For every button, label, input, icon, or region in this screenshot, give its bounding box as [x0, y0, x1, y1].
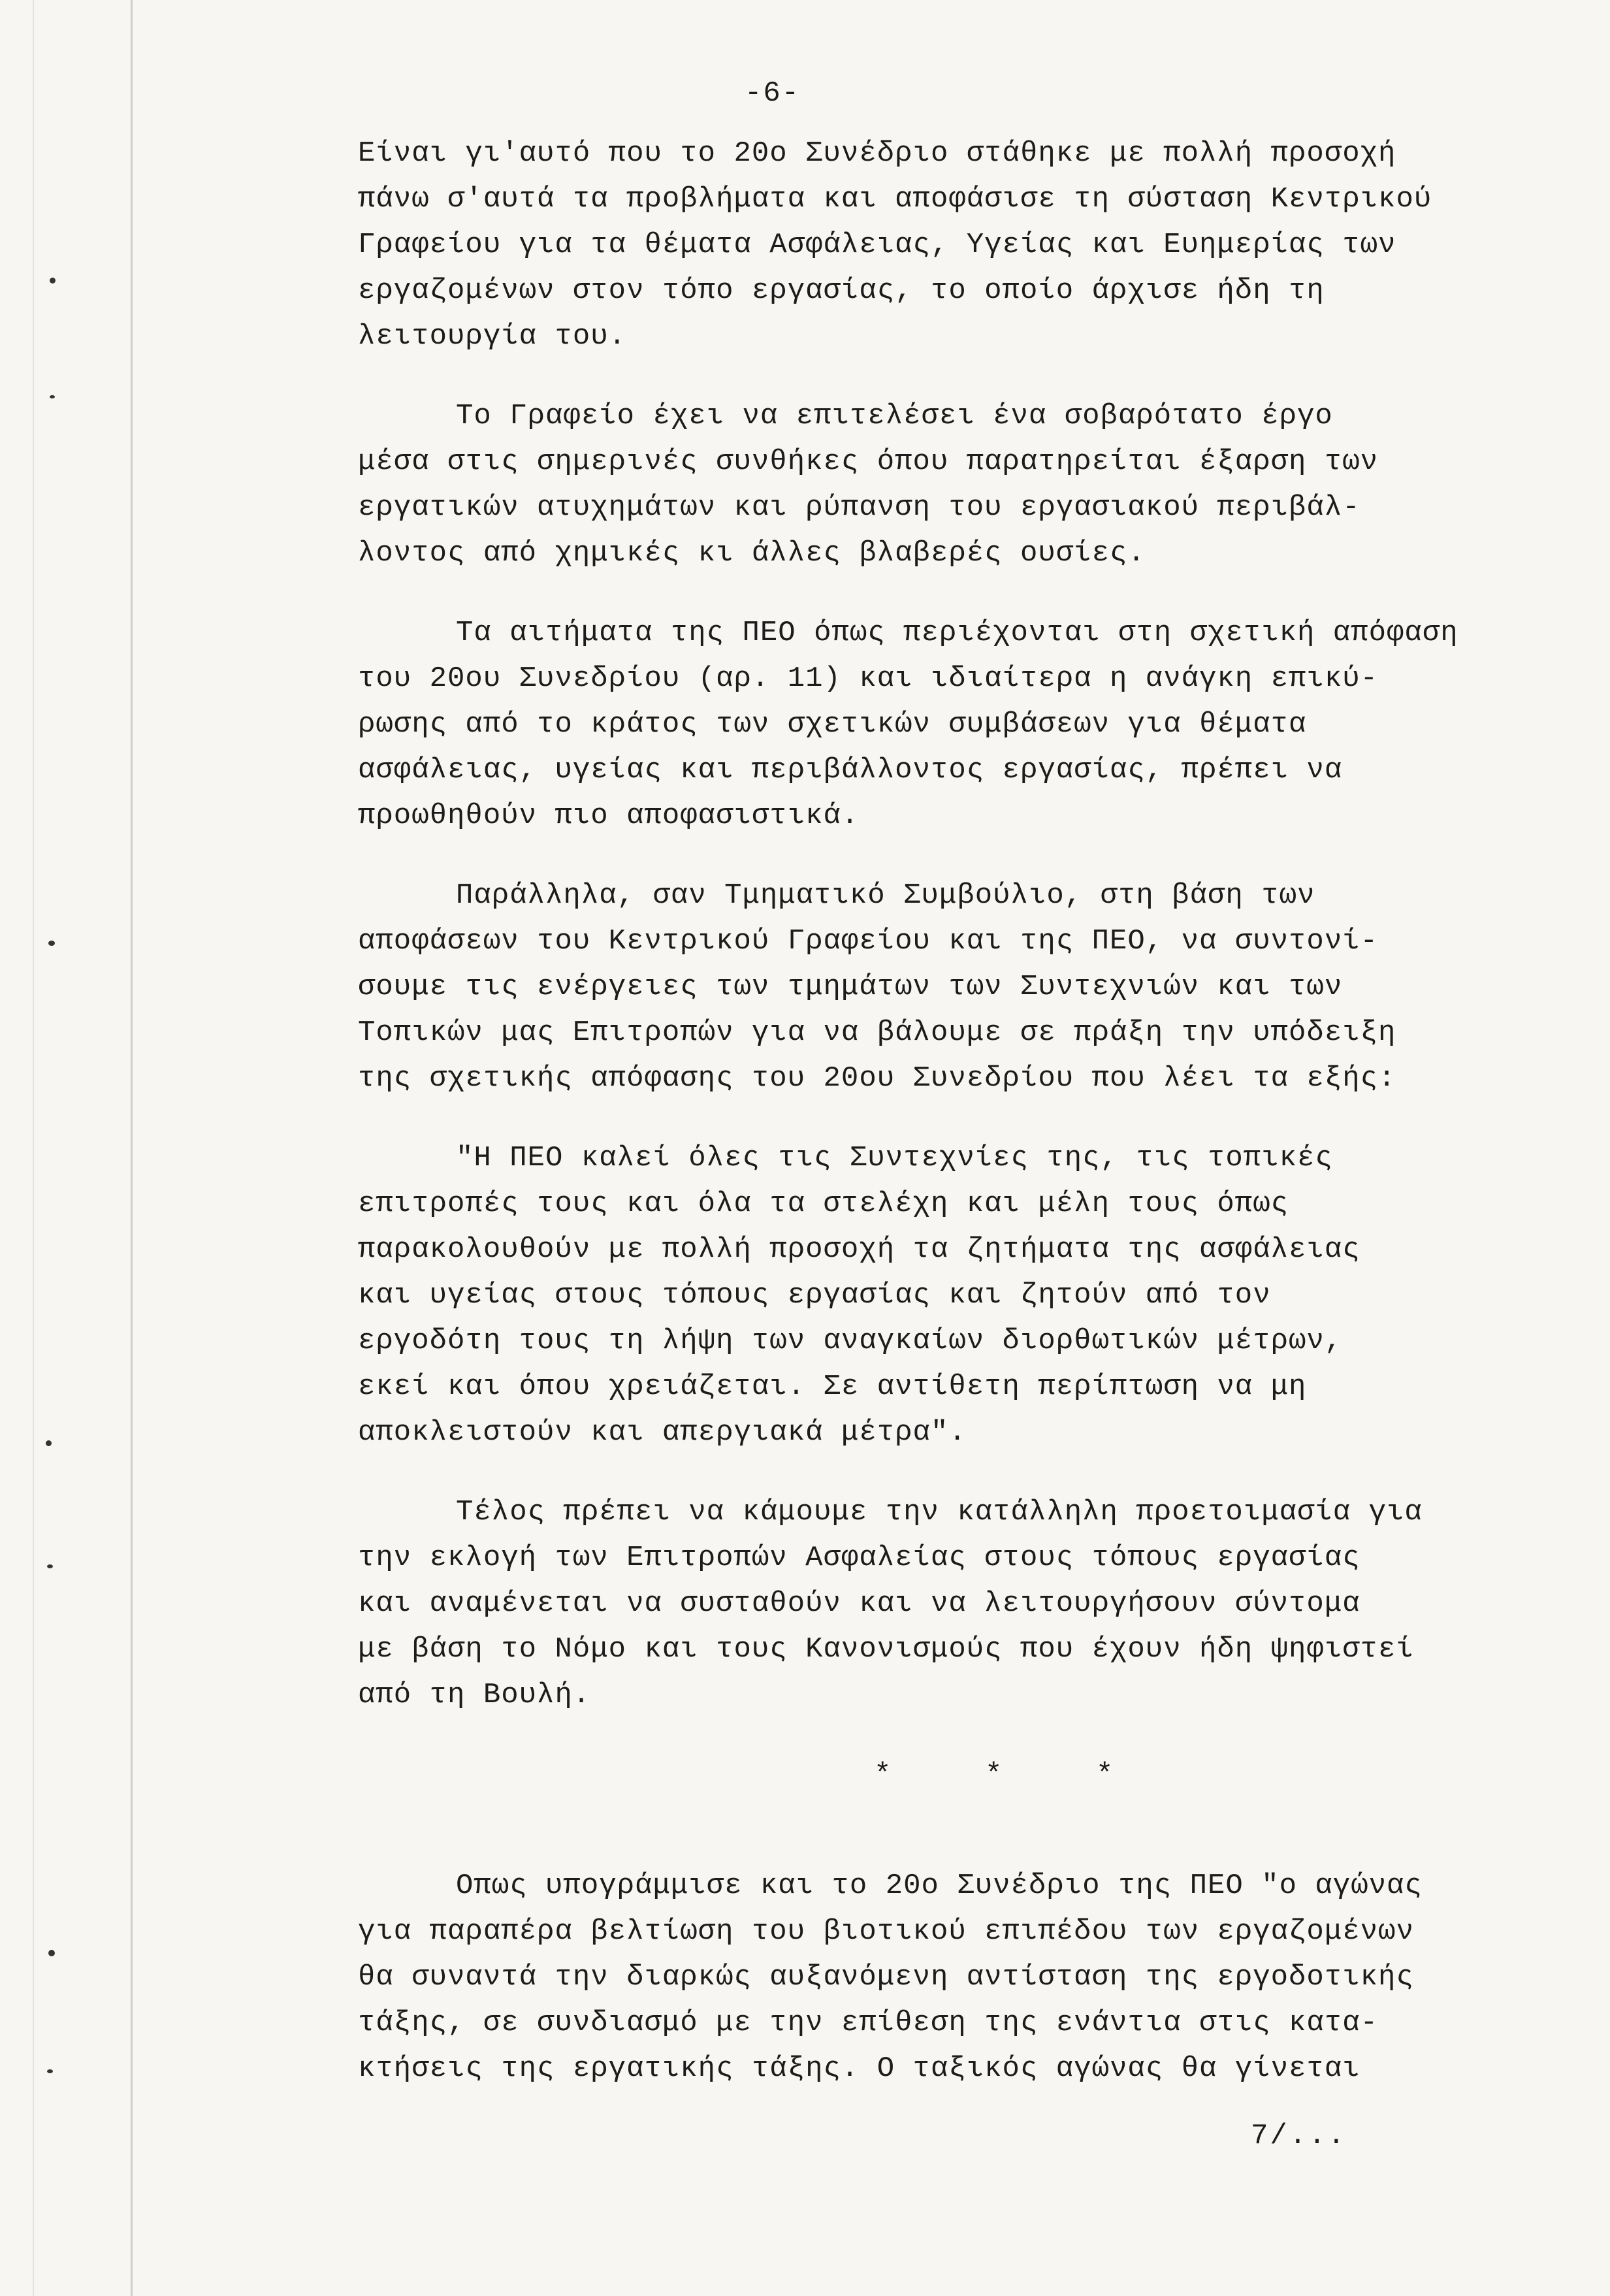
section-separator	[358, 1752, 1566, 1798]
asterisk: *	[985, 1758, 1003, 1791]
punch-mark	[48, 1950, 55, 1956]
text-line: Τοπικών μας Επιτροπών για να βάλουμε σε πράξη την υπόδειξη	[358, 1016, 1396, 1049]
text-line: για παραπέρα βελτίωση του βιοτικού επιπέδου των εργαζομένων	[358, 1915, 1414, 1948]
text-line: ασφάλειας, υγείας και περιβάλλοντος εργασίας, πρέπει να	[358, 754, 1343, 786]
text-line: θα συναντά την διαρκώς αυξανόμενη αντίσταση της εργοδοτικής	[358, 1961, 1414, 1994]
text-line: προωθηθούν πιο αποφασιστικά.	[358, 800, 860, 832]
text-line: εργαζομένων στον τόπο εργασίας, το οποίο άρχισε ήδη τη	[358, 274, 1325, 307]
text-line: επιτροπές τους και όλα τα στελέχη και μέλη τους όπως	[358, 1188, 1289, 1220]
punch-mark	[50, 278, 56, 283]
text-line: και υγείας στους τόπους εργασίας και ζητούν από τον	[358, 1279, 1271, 1312]
text-line: αποφάσεων του Κεντρικού Γραφείου και της ΠΕΟ, να συντονί-	[358, 925, 1379, 958]
paragraph-6	[358, 1489, 1566, 1718]
text-line: της σχετικής απόφασης του 20ου Συνεδρίου που λέει τα εξής:	[358, 1062, 1396, 1095]
paragraph-2	[358, 393, 1566, 576]
text-line: την εκλογή των Επιτροπών Ασφαλείας στους τόπους εργασίας	[358, 1542, 1360, 1574]
text-line: σουμε τις ενέργειες των τμημάτων των Συντεχνιών και των	[358, 971, 1343, 1003]
binding-shadow	[33, 0, 34, 2296]
punch-mark	[48, 941, 55, 946]
text-line: Οπως υπογράμμισε και το 20ο Συνέδριο της ΠΕΟ "ο αγώνας	[456, 1869, 1423, 1902]
text-line: και αναμένεται να συσταθούν και να λειτουργήσουν σύντομα	[358, 1587, 1360, 1620]
text-line: πάνω σ'αυτά τα προβλήματα και αποφάσισε τη σύσταση Κεντρικού	[358, 183, 1432, 216]
text-line: εκεί και όπου χρειάζεται. Σε αντίθετη περίπτωση να μη	[358, 1370, 1307, 1403]
punch-mark	[46, 1440, 52, 1446]
text-line: "Η ΠΕΟ καλεί όλες τις Συντεχνίες της, τις τοπικές	[456, 1142, 1333, 1174]
page-fold-line	[131, 0, 133, 2296]
text-line: με βάση το Νόμο και τους Κανονισμούς που έχουν ήδη ψηφιστεί	[358, 1633, 1414, 1666]
punch-mark	[47, 1564, 53, 1568]
text-line: τάξης, σε συνδιασμό με την επίθεση της ενάντια στις κατα-	[358, 2007, 1379, 2039]
text-line: Γραφείου για τα θέματα Ασφάλειας, Υγείας και Ευημερίας των	[358, 229, 1396, 261]
text-line: παρακολουθούν με πολλή προσοχή τα ζητήματα της ασφάλειας	[358, 1233, 1360, 1266]
asterisk: *	[874, 1758, 892, 1791]
closing-paragraph	[358, 1863, 1566, 2092]
text-line: μέσα στις σημερινές συνθήκες όπου παρατηρείται έξαρση των	[358, 445, 1379, 478]
text-line: Τα αιτήματα της ΠΕΟ όπως περιέχονται στη σχετική απόφαση	[456, 617, 1458, 649]
page-number: -6-	[745, 77, 801, 110]
text-line: εργατικών ατυχημάτων και ρύπανση του εργασιακού περιβάλ-	[358, 491, 1360, 524]
quoted-resolution	[358, 1135, 1566, 1455]
asterisk: *	[1096, 1758, 1114, 1791]
punch-mark	[47, 2069, 53, 2073]
document-body	[358, 131, 1566, 2126]
text-line: κτήσεις της εργατικής τάξης. Ο ταξικός αγώνας θα γίνεται	[358, 2052, 1360, 2085]
text-line: Το Γραφείο έχει να επιτελέσει ένα σοβαρότατο έργο	[456, 400, 1333, 432]
paragraph-1	[358, 131, 1566, 359]
text-line: από τη Βουλή.	[358, 1679, 591, 1711]
punch-mark	[50, 395, 55, 398]
text-line: του 20ου Συνεδρίου (αρ. 11) και ιδιαίτερα η ανάγκη επικύ-	[358, 662, 1379, 695]
text-line: αποκλειστούν και απεργιακά μέτρα".	[358, 1416, 967, 1449]
text-line: Είναι γι'αυτό που το 20ο Συνέδριο στάθηκε με πολλή προσοχή	[358, 137, 1396, 170]
paragraph-3	[358, 610, 1566, 839]
text-line: λειτουργία του.	[358, 320, 627, 353]
paragraph-4	[358, 873, 1566, 1101]
text-line: λοντος από χημικές κι άλλες βλαβερές ουσίες.	[358, 537, 1146, 570]
text-line: εργοδότη τους τη λήψη των αναγκαίων διορθωτικών μέτρων,	[358, 1325, 1343, 1357]
text-line: ρωσης από το κράτος των σχετικών συμβάσεων για θέματα	[358, 708, 1307, 741]
continuation-marker: 7/...	[1251, 2120, 1347, 2152]
text-line: Τέλος πρέπει να κάμουμε την κατάλληλη προετοιμασία για	[456, 1496, 1423, 1528]
text-line: Παράλληλα, σαν Τμηματικό Συμβούλιο, στη βάση των	[456, 879, 1315, 912]
